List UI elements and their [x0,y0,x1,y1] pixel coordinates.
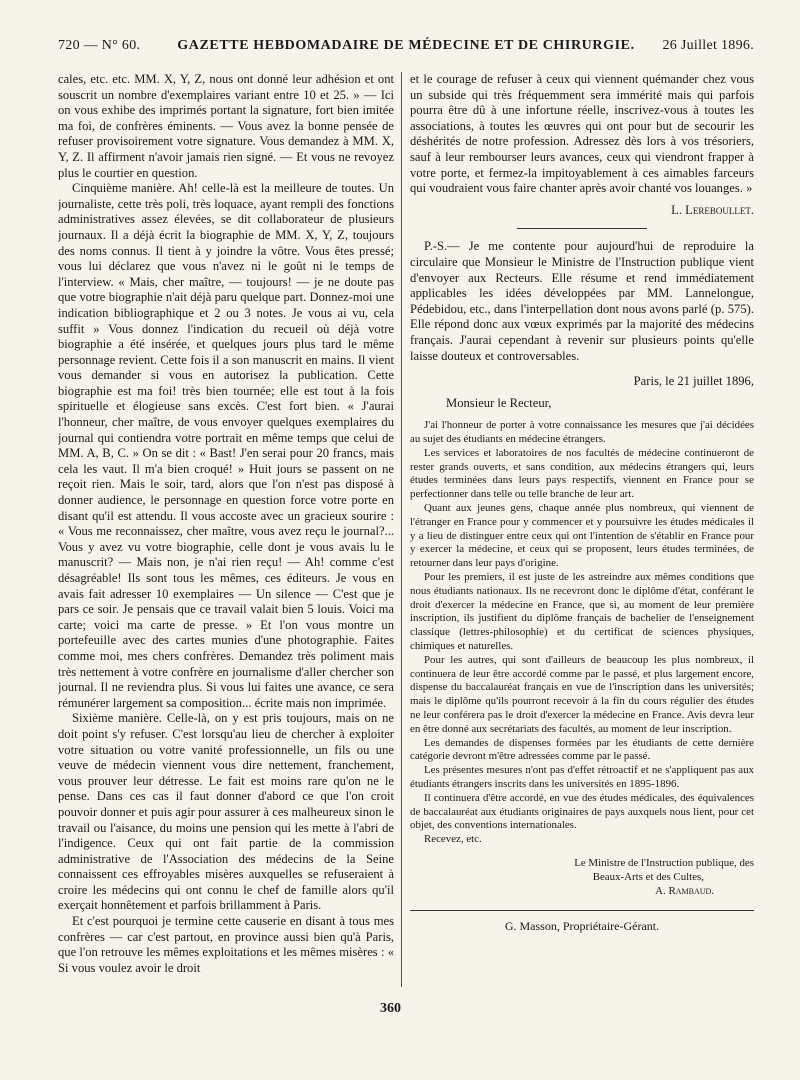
article-paragraph: Sixième manière. Celle-là, on y est pris toujours, mais on ne doit point s'y refuser. C'est lorsqu'au lieu de chercher à exploiter votre situation ou votre vanité professionnelle, un fils ou une veuve de médecin viennent vous dire nettement, franchement, vous prouver leur détresse. Le fait est moins rare qu'on ne le pense. Dans ces cas il faut donner d'abord ce que l'on croit pouvoir donner et puis agir pour assurer à ces malheureux sinon le travail ou l'aisance, du moins une pension qui les mette à l'abri de l'indigence. Ceux qui ont fait partie de la commission administrative de l'Association des médecins de la Seine connaissent ces effroyables misères auxquelles se refuseraient à croire les médecins qui ont connu le chef de famille alors qu'il exerçait honnêtement et parfois brillamment à Paris. [58,711,394,913]
letter-paragraph: Quant aux jeunes gens, chaque année plus nombreux, qui viennent de l'étranger en France pour y commencer et y poursuivre les études médicales il y a lieu de distinguer entre ceux qui ont l'intention de s'établir en France pour y exercer la médecine, et ceux qui se proposent, leurs études terminées, de retourner dans leur pays d'origine. [410,502,754,570]
journal-title: GAZETTE HEBDOMADAIRE DE MÉDECINE ET DE CHIRURGIE. [177,38,635,53]
letter-paragraph: Les services et laboratoires de nos facultés de médecine continueront de rester grands ouverts, et sans condition, aux médecins étrangers qui, leurs études terminées dans leurs pays respectifs, viennent en France pour se perfectionner dans telle ou telle branche de leur art. [410,446,754,501]
minister-title-line2: Beaux-Arts et des Cultes, [592,870,704,883]
issue-date: 26 Juillet 1896. [662,38,754,53]
column-divider [401,72,402,987]
letter-paragraph: Les demandes de dispenses formées par les étudiants de cette dernière catégorie devront m'être adressées comme par le passé. [410,736,754,763]
letter-paragraph: J'ai l'honneur de porter à votre connaissance les mesures que j'ai décidées au sujet des étudiants en médecine étrangers. [410,419,754,446]
right-column [410,72,754,1002]
page-header [58,38,754,62]
article-paragraph: Et c'est pourquoi je termine cette causerie en disant à tous mes confrères — car c'est partout, en province aussi bien qu'à Paris, que l'on retrouve les mêmes exploitations et les mêmes misères : « Si vous voulez avoir le droit [58,914,394,975]
letter-salutation: Monsieur le Recteur, [446,395,552,410]
minister-title-line1: Le Ministre de l'Instruction publique, des [574,856,754,869]
letter-paragraph: Les présentes mesures n'ont pas d'effet rétroactif et ne s'appliquent pas aux étudiants étrangers inscrits dans les universités en 1895-1896. [410,764,754,790]
letter-paragraph: Pour les premiers, il est juste de les astreindre aux mêmes conditions que nous étudiants nationaux. Ils ne recevront donc le diplôme d'état, conférant le droit d'exercer la médecine en France, que si, au moment de leur première inscription, ils justifient du diplôme français de bachelier de l'enseignement classique (lettres-philosophie) et du certificat de sciences physiques, chimiques et naturelles. [410,571,754,653]
article-paragraph: Cinquième manière. Ah! celle-là est la meilleure de toutes. Un journaliste, cette très poli, très loquace, ayant rempli des fonctions administratives assez élevées, se dit collaborateur de plusieurs journaux. Il a déjà écrit la biographie de MM. X, Y, Z, toujours des noms connus. Il tient à y joindre la vôtre. Vous êtes pressé; vous lui déclarez que vous n'avez ni le goût ni le temps de l'interview. « Mais, cher maître, — toujours! — je ne doute pas que votre biographie n'ait déjà paru quelque part. Donnez-moi une indication bibliographique et 2 ou 3 notes. Je vous ai vu, cela suffit » Vous donnez l'indication du recueil où déjà votre biographie a été insérée, et quelques jours plus tard le même personnage revient. Cette fois il a son manuscrit en mains. Il vient vous demander si vous en autorisez la publication. Cette biographie est ma foi! très bien tournée; elle est tout à la fois spirituelle et élogieuse sans excès. C'est fort bien. « J'aurai l'honneur, cher maître, de vous envoyer quelques exemplaires du journal qui contiendra votre portrait en même temps que celui de MM. A, B, C. » On se dit : « Bast! J'en serai pour 20 francs, mais cela les vaut. Il m'a bien croqué! » Huit jours se passent on ne reçoit rien. Mais le soir, tard, alors que l'on n'est pas disposé à donner audience, le personnage en question force votre porte en disant qu'il est attendu. Il vous accoste avec un gracieux sourire : « Vous me reconnaissez, cher maître, vous avez reçu le journal?... Vous y avez vu votre biographie, celle dont je vous avais lu le manuscrit? — Mais non, je n'ai rien reçu! — Ah! comme c'est désagréable! Ils sont tous les mêmes, ces éditeurs. Je vous en avais fait adresser 10 exemplaires — Un silence — C'est que je pars ce soir. Je pensais que ce travail valait bien 5 louis. Voici ma carte; voici ma carte de presse. » Et l'on vous montre un portefeuille avec des cartes munies d'une photographie. Faites comme moi, mes chers confrères. Demandez très poliment mais très nettement à votre confrère en journalisme d'aller chercher son journal. Il ne reviendra plus. Si vous lui faites une avance, ce sera rémunérer largement sa composition... écrite mais non imprimée. [58,181,394,710]
left-column [58,72,394,1002]
letter-date: Paris, le 21 juillet 1896, [633,374,754,389]
footer-rule [410,910,754,911]
article-paragraph: cales, etc. etc. MM. X, Y, Z, nous ont donné leur adhésion et ont souscrit un nombre d'exemplaires variant entre 10 et 25. » — Ici on vous exhibe des imprimés portant la signature, fort bien imitée ma foi, de confrères éminents. — Vous avez la bonne pensée de refuser provisoirement votre signature. Vous demandez à MM. X, Y, Z. Il affirment n'avoir jamais rien signé. — Et vous ne revoyez plus le courtier en question. [58,72,394,180]
minister-name: A. Rambaud. [655,884,714,897]
page-number: 360 [380,1001,401,1016]
publisher-line: G. Masson, Propriétaire-Gérant. [504,919,660,934]
circular-letter [410,419,754,847]
postscript: P.-S.— Je me contente pour aujourd'hui de reproduire la circulaire que Monsieur le Ministre de l'Instruction publique vient d'envoyer aux Recteurs. Elle résume et rend immédiatement applicables les idées développées par MM. Lannelongue, Pédebidou, etc., dans l'interpellation dont nous avons parlé (p. 575). Elle répond donc aux vœux exprimés par la majorité des médecins français. J'aurai cependant à revenir sur plusieurs points qu'elle laisse douteux et controversables. [410,239,754,363]
letter-paragraph: Il continuera d'être accordé, en vue des études médicales, des équivalences de baccalauréat aux étudiants originaires de pays auxquels nous lient, pour cet objet, des conventions internationales. [410,791,754,832]
letter-paragraph: Pour les autres, qui sont d'ailleurs de beaucoup les plus nombreux, il continuera de leur être accordé comme par le passé, et plus largement encore, dispense du baccalauréat français en vue de l'inscription dans les universités; mais le diplôme qu'ils pourront recevoir à la fin du cours régulier des études ne leur conférera pas le droit d'exercer la médecine en France. Avis devra leur en être donné aux secrétariats des facultés, au moment de leur inscription. [410,653,754,735]
issue-number: 720 — N° 60. [58,38,141,53]
author-signature: L. Lereboullet. [671,202,754,217]
minister-signature [410,857,754,898]
letter-paragraph: Recevez, etc. [424,833,482,846]
article-continuation: et le courage de refuser à ceux qui viennent quémander chez vous un subside qui très fréquemment sera immérité mais qui parfois pourra être dû à une infortune réelle, inscrivez-vous à toutes les associations, à toutes les œuvres qui ont pour but de secourir les déshérités de notre profession. Adressez dès lors à vos trésoriers, sauf à leur rembourser leurs avances, ceux qui viendront frapper à votre porte, et fermez-la impitoyablement à ces aimables farceurs qui voudraient vous faire chanter après avoir chanté vos louanges. » [410,72,754,196]
section-separator [517,228,647,229]
